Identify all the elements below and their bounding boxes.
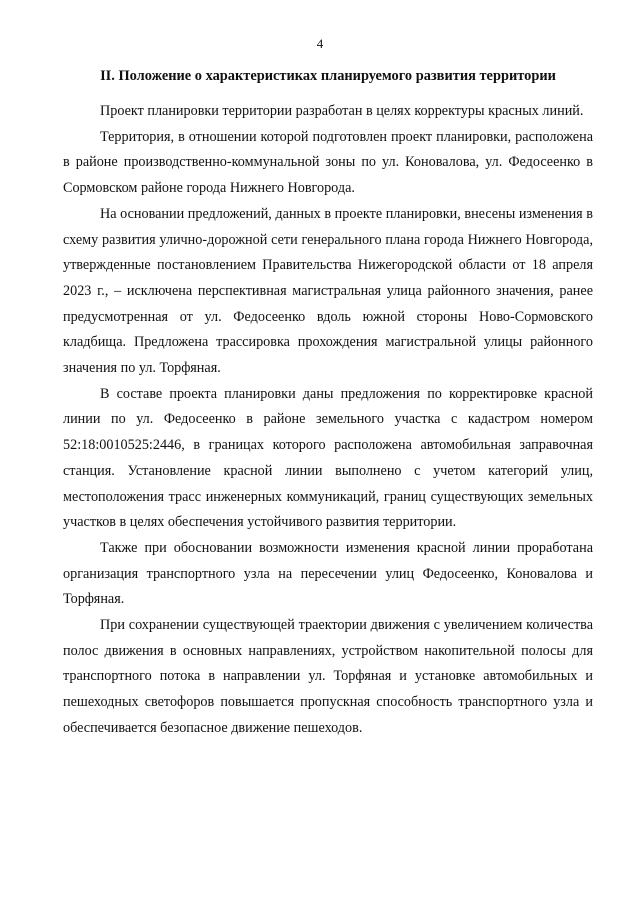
- paragraph-location: Территория, в отношении которой подготовлен проект планировки, расположена в районе производственно-коммунальной зоны по ул. Коновалова, ул. Федосеенко в Сормовском районе города Нижнего Новгорода.: [63, 128, 593, 197]
- section-title: II. Положение о характеристиках планируемого развития территории: [100, 68, 556, 84]
- paragraph-purpose: Проект планировки территории разработан в целях корректуры красных линий.: [100, 103, 584, 119]
- paragraph-traffic-improvements: При сохранении существующей траектории движения с увеличением количества полос движения в основных направлениях, устройством накопительной полосы для транспортного потока в направлении ул. Торфяная и установке автомобильных и пешеходных светофоров повышается пропускная способность транспортного узла и обеспечивается безопасное движение пешеходов.: [63, 617, 593, 736]
- paragraph-transport-hub: Также при обосновании возможности изменения красной линии проработана организация транспортного узла на пересечении улиц Федосеенко, Коновалова и Торфяная.: [63, 539, 593, 608]
- paragraph-street-network-changes: На основании предложений, данных в проекте планировки, внесены изменения в схему развития улично-дорожной сети генерального плана города Нижнего Новгорода, утвержденные постановлением Правительства Нижегородской области от 18 апреля 2023 г., – исключена перспективная магистральная улица районного значения, ранее предусмотренная от ул. Федосеенко вдоль южной стороны Ново-Сормовского кладбища. Предложена трассировка прохождения магистральной улицы районного значения по ул. Торфяная.: [63, 205, 593, 377]
- document-body: [63, 99, 593, 742]
- page-number: 4: [316, 36, 324, 51]
- paragraph-red-line-correction: В составе проекта планировки даны предложения по корректировке красной линии по ул. Федосеенко в районе земельного участка с кадастром номером 52:18:0010525:2446, в границах которого расположена автомобильная заправочная станция. Установление красной линии выполнено с учетом категорий улиц, местоположения трасс инженерных коммуникаций, границ существующих земельных участков в целях обеспечения устойчивого развития территории.: [63, 385, 593, 531]
